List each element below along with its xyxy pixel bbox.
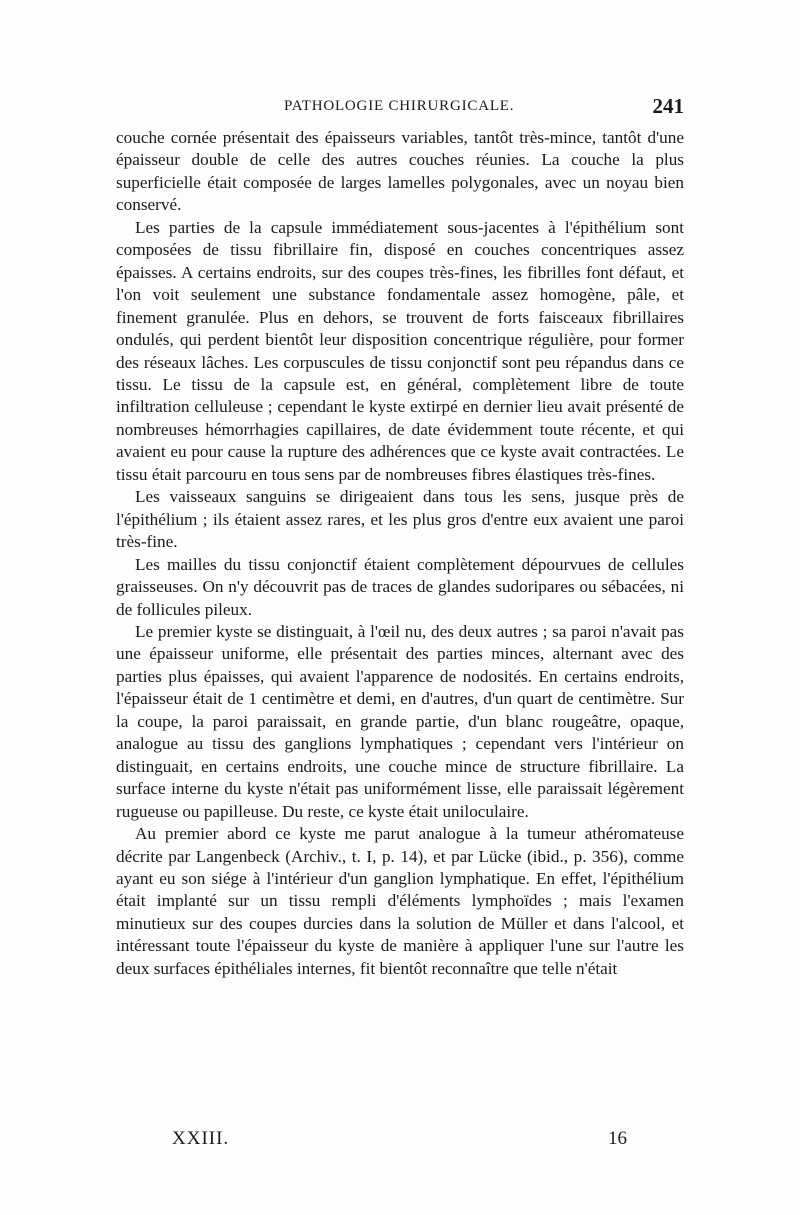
- sheet-number: 16: [608, 1128, 627, 1149]
- paragraph: Le premier kyste se distinguait, à l'œil nu, des deux autres ; sa paroi n'avait pas une épaisseur uniforme, elle présentait des parties minces, alternant avec des parties plus épaisses, qui avaient l'apparence de nodosités. En certains endroits, l'épaisseur était de 1 centimètre et demi, en d'autres, d'un quart de centimètre. Sur la coupe, la paroi paraissait, en grande partie, d'un blanc rougeâtre, opaque, analogue au tissu des ganglions lymphatiques ; cependant vers l'intérieur on distinguait, en certains endroits, une couche mince de structure fibrillaire. La surface interne du kyste n'était pas uniformément lisse, elle paraissait légèrement rugueuse ou papilleuse. Du reste, ce kyste était uniloculaire.: [116, 621, 684, 821]
- paragraph: Les vaisseaux sanguins se dirigeaient dans tous les sens, jusque près de l'épithélium ; ils étaient assez rares, et les plus gros d'entre eux avaient une paroi très-fine.: [116, 487, 684, 552]
- page-number: 241: [652, 94, 684, 118]
- running-header: [116, 94, 684, 122]
- paragraph: couche cornée présentait des épaisseurs variables, tantôt très-mince, tantôt d'une épaisseur double de celle des autres couches réunies. La couche la plus superficielle était composée de larges lamelles polygonales, avec un noyau bien conservé.: [116, 128, 684, 215]
- page-footer: [116, 1128, 684, 1158]
- body-text: [116, 127, 684, 980]
- paragraph: Les mailles du tissu conjonctif étaient complètement dépourvues de cellules graisseuses. On n'y découvrit pas de traces de glandes sudoripares ou sébacées, ni de follicules pileux.: [116, 554, 684, 619]
- signature-mark: XXIII.: [172, 1128, 230, 1149]
- paragraph: Les parties de la capsule immédiatement sous-jacentes à l'épithélium sont composées de tissu fibrillaire fin, disposé en couches concentriques assez épaisses. A certains endroits, sur des coupes très-fines, les fibrilles font défaut, et l'on voit seulement une substance fondamentale assez homogène, pâle, et finement granulée. Plus en dehors, se trouvent de forts faisceaux fibrillaires ondulés, qui perdent bientôt leur disposition concentrique régulière, pour former des réseaux lâches. Les corpuscules de tissu conjonctif sont peu répandus dans ce tissu. Le tissu de la capsule est, en général, complètement libre de toute infiltration celluleuse ; cependant le kyste extirpé en dernier lieu avait présenté de nombreuses hémorrhagies capillaires, de date évidemment toute récente, et qui avaient eu pour cause la rupture des adhérences que ce kyste avait contractées. Le tissu était parcouru en tous sens par de nombreuses fibres élastiques très-fines.: [116, 217, 684, 484]
- paragraph: Au premier abord ce kyste me parut analogue à la tumeur athéromateuse décrite par Langenbeck (Archiv., t. I, p. 14), et par Lücke (ibid., p. 356), comme ayant eu son siége à l'intérieur d'un ganglion lymphatique. En effet, l'épithélium était implanté sur un tissu rempli d'éléments lymphoïdes ; mais l'examen minutieux sur des coupes durcies dans la solution de Müller et dans l'alcool, et intéressant toute l'épaisseur du kyste de manière à appliquer l'une sur l'autre les deux surfaces épithéliales internes, fit bientôt reconnaître que telle n'était: [116, 824, 684, 978]
- header-title: PATHOLOGIE CHIRURGICALE.: [284, 98, 515, 114]
